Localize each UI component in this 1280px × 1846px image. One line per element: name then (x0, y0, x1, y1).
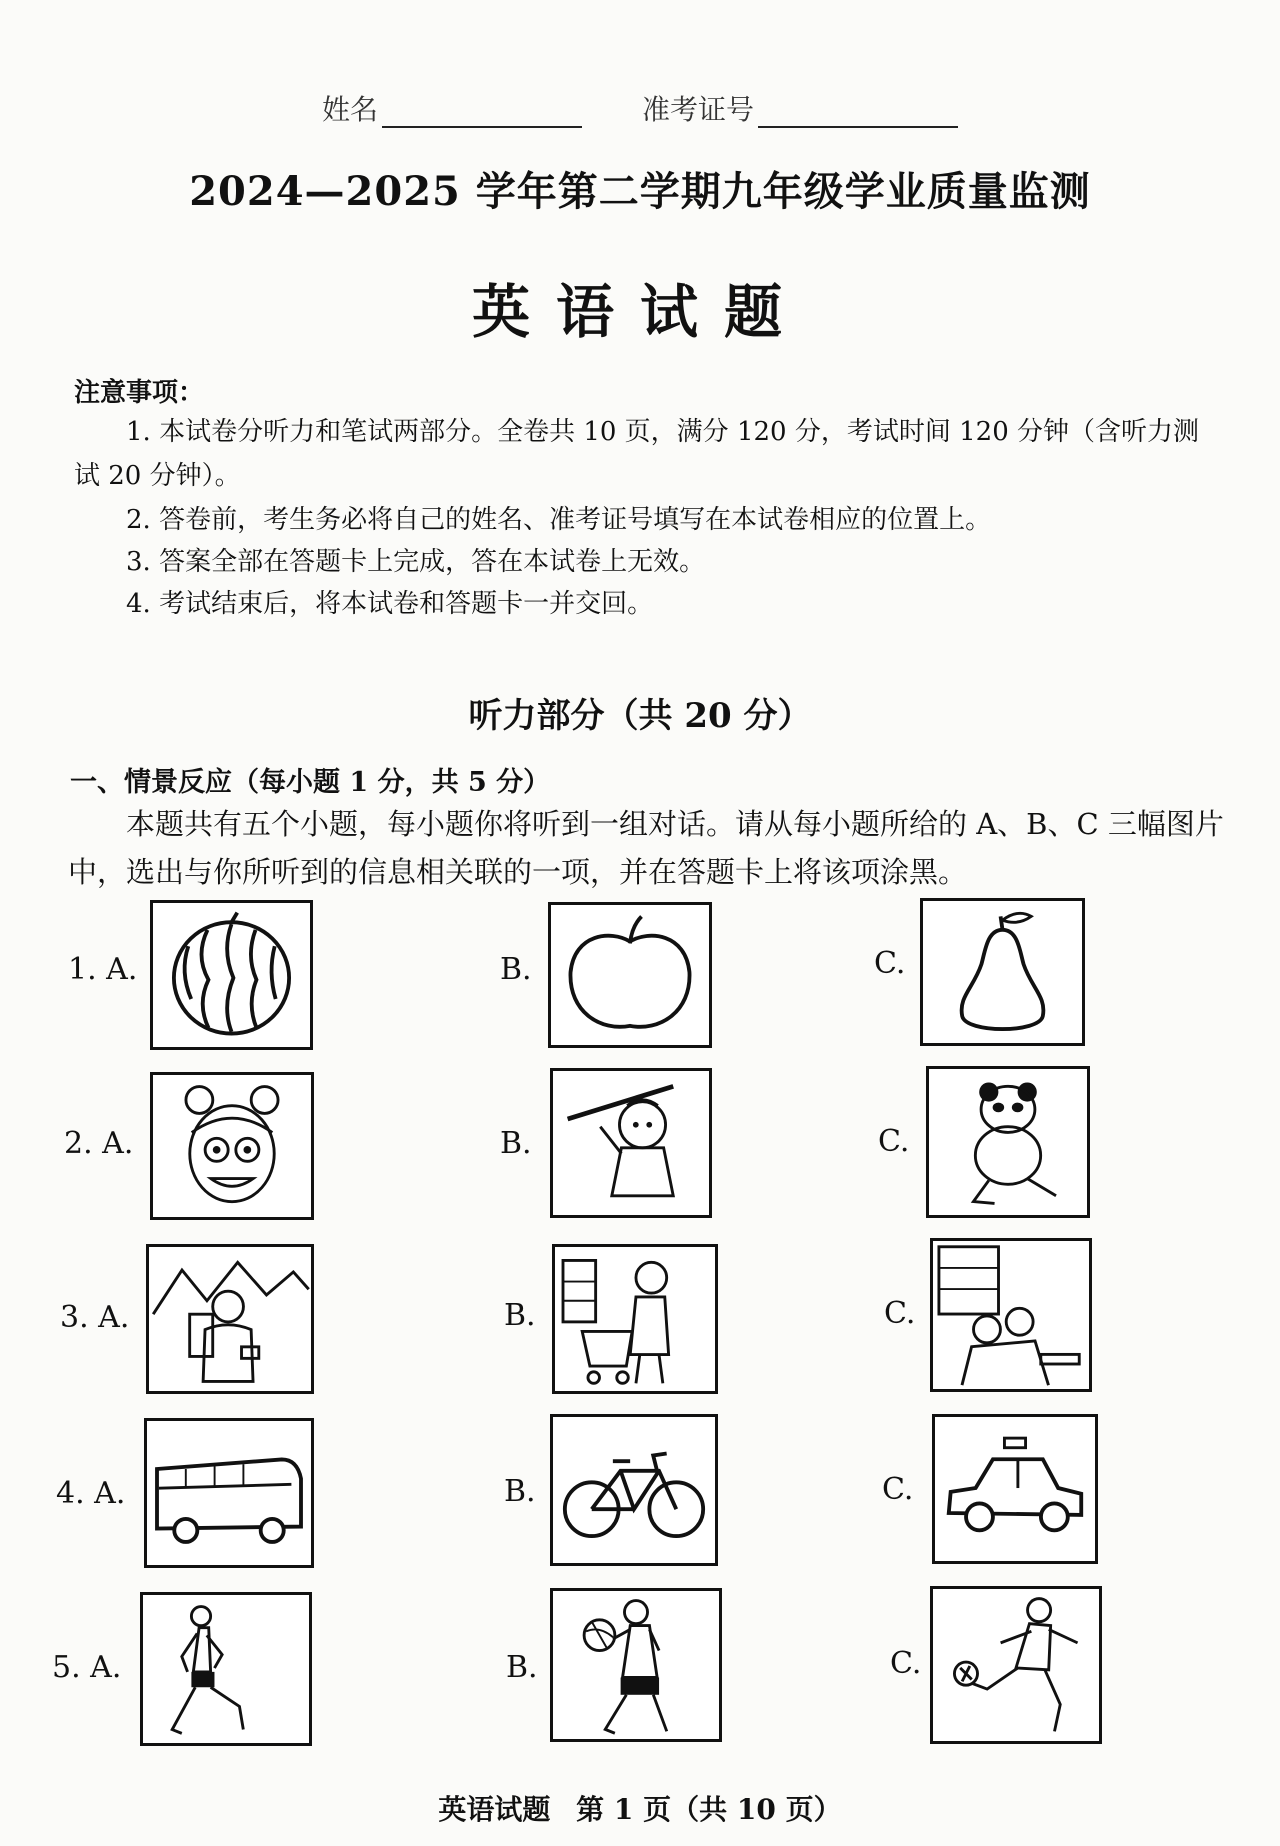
ticket-field[interactable] (642, 88, 958, 128)
q3-label-a: 3. A. (60, 1300, 130, 1335)
q4-option-a[interactable] (144, 1418, 314, 1568)
q5-option-a[interactable] (140, 1592, 312, 1746)
page-footer (0, 1788, 1280, 1828)
football-player-icon (933, 1589, 1099, 1741)
notice-heading: 注意事项： (74, 378, 205, 408)
runner-icon (143, 1595, 309, 1743)
name-label: 姓名 (321, 93, 378, 126)
q5-option-c[interactable] (930, 1586, 1102, 1744)
name-field[interactable] (322, 88, 582, 128)
hiker-icon (149, 1247, 311, 1391)
listening-heading: 听力部分（共 20 分） (468, 696, 812, 736)
q5-label-c: C. (890, 1646, 922, 1681)
studying-students-icon (933, 1241, 1089, 1389)
q5-label-a: 5. A. (52, 1650, 122, 1685)
monkey-king-icon (553, 1071, 709, 1215)
notice-item-1: 1. 本试卷分听力和笔试两部分。全卷共 10 页，满分 120 分，考试时间 120 分钟（含听力测试 20 分钟）。 (74, 417, 1199, 491)
q4-option-b[interactable] (550, 1414, 718, 1566)
part1-instructions: 本题共有五个小题，每小题你将听到一组对话。请从每小题所给的 A、B、C 三幅图片中，选出与你所听到的信息相关联的一项，并在答题卡上将该项涂黑。 (68, 807, 1224, 889)
q2-label-c: C. (878, 1124, 910, 1159)
basketball-player-icon (553, 1591, 719, 1739)
q4-label-b: B. (504, 1474, 536, 1509)
watermelon-icon (153, 903, 310, 1047)
ticket-label: 准考证号 (642, 93, 755, 126)
footer-page-number: 第 1 页（共 10 页） (576, 1793, 842, 1826)
apple-icon (551, 905, 709, 1045)
q1-option-a[interactable] (150, 900, 313, 1050)
q1-label-b: B. (500, 952, 532, 987)
bus-icon (147, 1421, 311, 1565)
q2-option-a[interactable] (150, 1072, 314, 1220)
q3-option-c[interactable] (930, 1238, 1092, 1392)
panda-icon (929, 1069, 1087, 1215)
q4-label-c: C. (882, 1472, 914, 1507)
q3-option-b[interactable] (552, 1244, 718, 1394)
candidate-fields (0, 88, 1280, 128)
q3-label-c: C. (884, 1296, 916, 1331)
q5-label-b: B. (506, 1650, 538, 1685)
taxi-icon (935, 1417, 1095, 1561)
q4-label-a: 4. A. (56, 1476, 126, 1511)
ticket-line (758, 98, 958, 128)
notice-item-4: 4. 考试结束后，将本试卷和答题卡一并交回。 (126, 589, 654, 619)
q3-label-b: B. (504, 1298, 536, 1333)
q2-option-c[interactable] (926, 1066, 1090, 1218)
subject-title: 英语试题 (471, 278, 808, 346)
notice-item-2: 2. 答卷前，考生务必将自己的姓名、准考证号填写在本试卷相应的位置上。 (126, 505, 992, 535)
q1-label-a: 1. A. (68, 952, 138, 987)
shopping-boy-icon (555, 1247, 715, 1391)
q1-option-c[interactable] (920, 898, 1085, 1046)
q1-option-b[interactable] (548, 902, 712, 1048)
pear-icon (923, 901, 1082, 1043)
bicycle-icon (553, 1417, 715, 1563)
footer-subject: 英语试题 (438, 1793, 551, 1826)
q2-option-b[interactable] (550, 1068, 712, 1218)
name-line (382, 98, 582, 128)
q3-option-a[interactable] (146, 1244, 314, 1394)
exam-title: 2024—2025 学年第二学期九年级学业质量监测 (189, 168, 1091, 215)
q2-label-b: B. (500, 1126, 532, 1161)
q4-option-c[interactable] (932, 1414, 1098, 1564)
girl-face-icon (153, 1075, 311, 1217)
part1-heading: 一、情景反应（每小题 1 分，共 5 分） (70, 767, 551, 798)
q2-label-a: 2. A. (64, 1126, 134, 1161)
q5-option-b[interactable] (550, 1588, 722, 1742)
notice-item-3: 3. 答案全部在答题卡上完成，答在本试卷上无效。 (126, 547, 706, 577)
q1-label-c: C. (874, 946, 906, 981)
